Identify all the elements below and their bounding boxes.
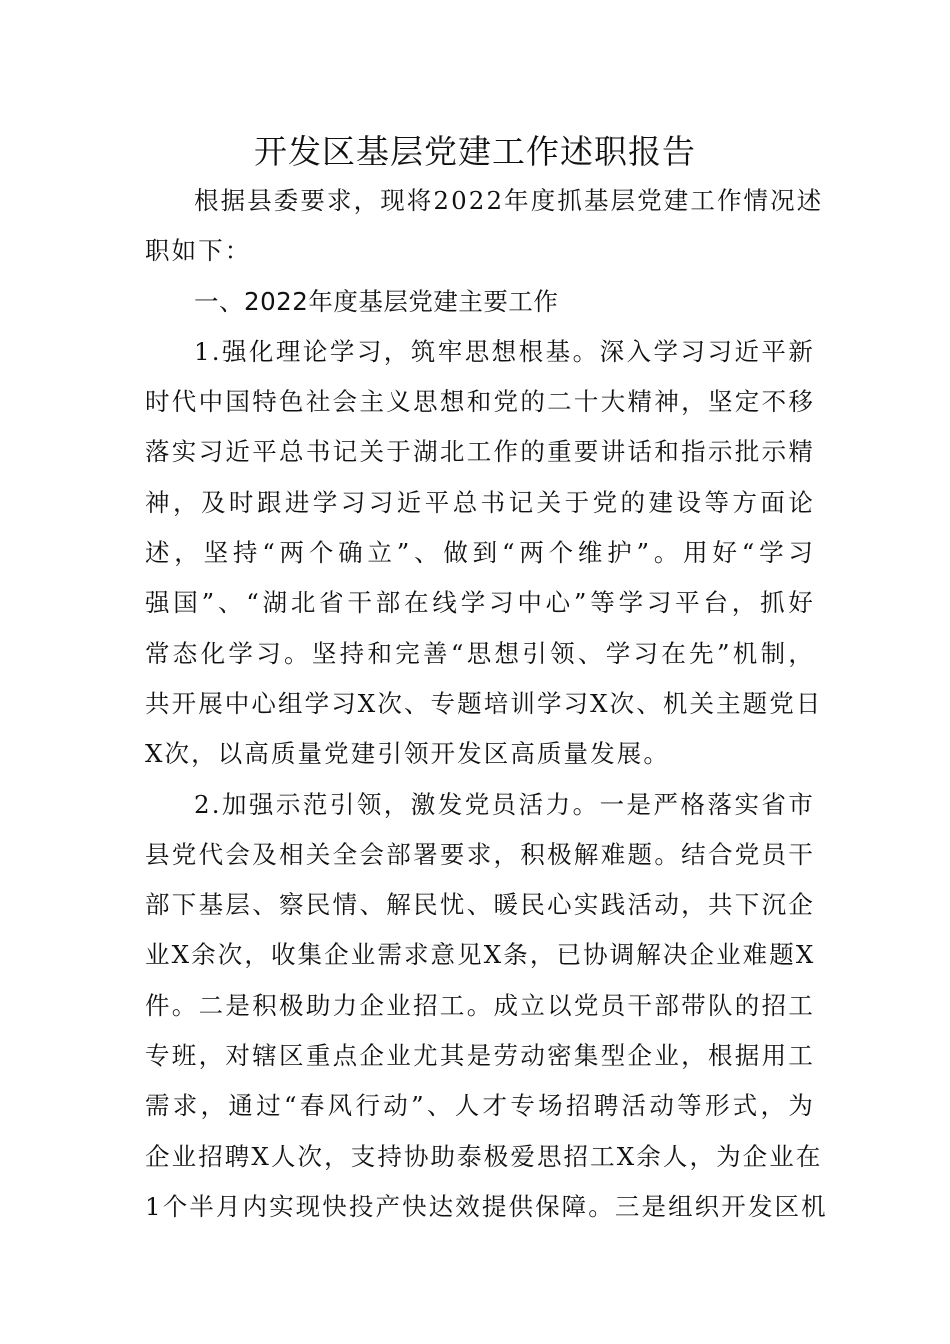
paragraph-line: 部下基层、察民情、解民忧、暖民心实践活动，共下沉企 <box>145 890 815 920</box>
intro-line-1: 根据县委要求，现将2022年度抓基层党建工作情况述 <box>194 186 824 215</box>
paragraph-demonstration <box>145 780 828 1233</box>
paragraph-line: 专班，对辖区重点企业尤其是劳动密集型企业，根据用工 <box>145 1041 815 1071</box>
paragraph-line: 强国”、“湖北省干部在线学习中心”等学习平台，抓好 <box>145 588 815 618</box>
intro-paragraph <box>145 176 824 277</box>
paragraph-line: 1个半月内实现快投产快达效提供保障。三是组织开发区机 <box>145 1191 828 1221</box>
intro-line-2: 职如下： <box>145 236 252 266</box>
paragraph-line: 1.强化理论学习，筑牢思想根基。深入学习习近平新 <box>194 336 815 366</box>
paragraph-line: 时代中国特色社会主义思想和党的二十大精神，坚定不移 <box>145 387 815 417</box>
paragraph-line: 述，坚持“两个确立”、做到“两个维护”。用好“学习 <box>145 538 815 568</box>
paragraph-line: 业X余次，收集企业需求意见X条，已协调解决企业难题X <box>145 940 816 970</box>
paragraph-line: 常态化学习。坚持和完善“思想引领、学习在先”机制， <box>145 638 815 668</box>
paragraph-line: 企业招聘X人次，支持协助泰极爱思招工X余人，为企业在 <box>145 1141 823 1171</box>
paragraph-line: 件。二是积极助力企业招工。成立以党员干部带队的招工 <box>145 990 815 1020</box>
section-heading: 一、2022年度基层党建主要工作 <box>194 286 559 316</box>
document-body <box>145 176 828 1232</box>
paragraph-line: 共开展中心组学习X次、专题培训学习X次、机关主题党日 <box>145 688 823 718</box>
paragraph-line: X次，以高质量党建引领开发区高质量发展。 <box>145 739 670 769</box>
paragraph-line: 神，及时跟进学习习近平总书记关于党的建设等方面论 <box>145 487 815 517</box>
document-title: 开发区基层党建工作述职报告 <box>254 132 696 171</box>
paragraph-line: 落实习近平总书记关于湖北工作的重要讲话和指示批示精 <box>145 437 815 467</box>
paragraph-line: 县党代会及相关全会部署要求，积极解难题。结合党员干 <box>145 839 815 869</box>
paragraph-line: 需求，通过“春风行动”、人才专场招聘活动等形式，为 <box>145 1091 815 1121</box>
paragraph-line: 2.加强示范引领，激发党员活力。一是严格落实省市 <box>194 789 815 819</box>
paragraph-theory-study <box>145 327 823 780</box>
